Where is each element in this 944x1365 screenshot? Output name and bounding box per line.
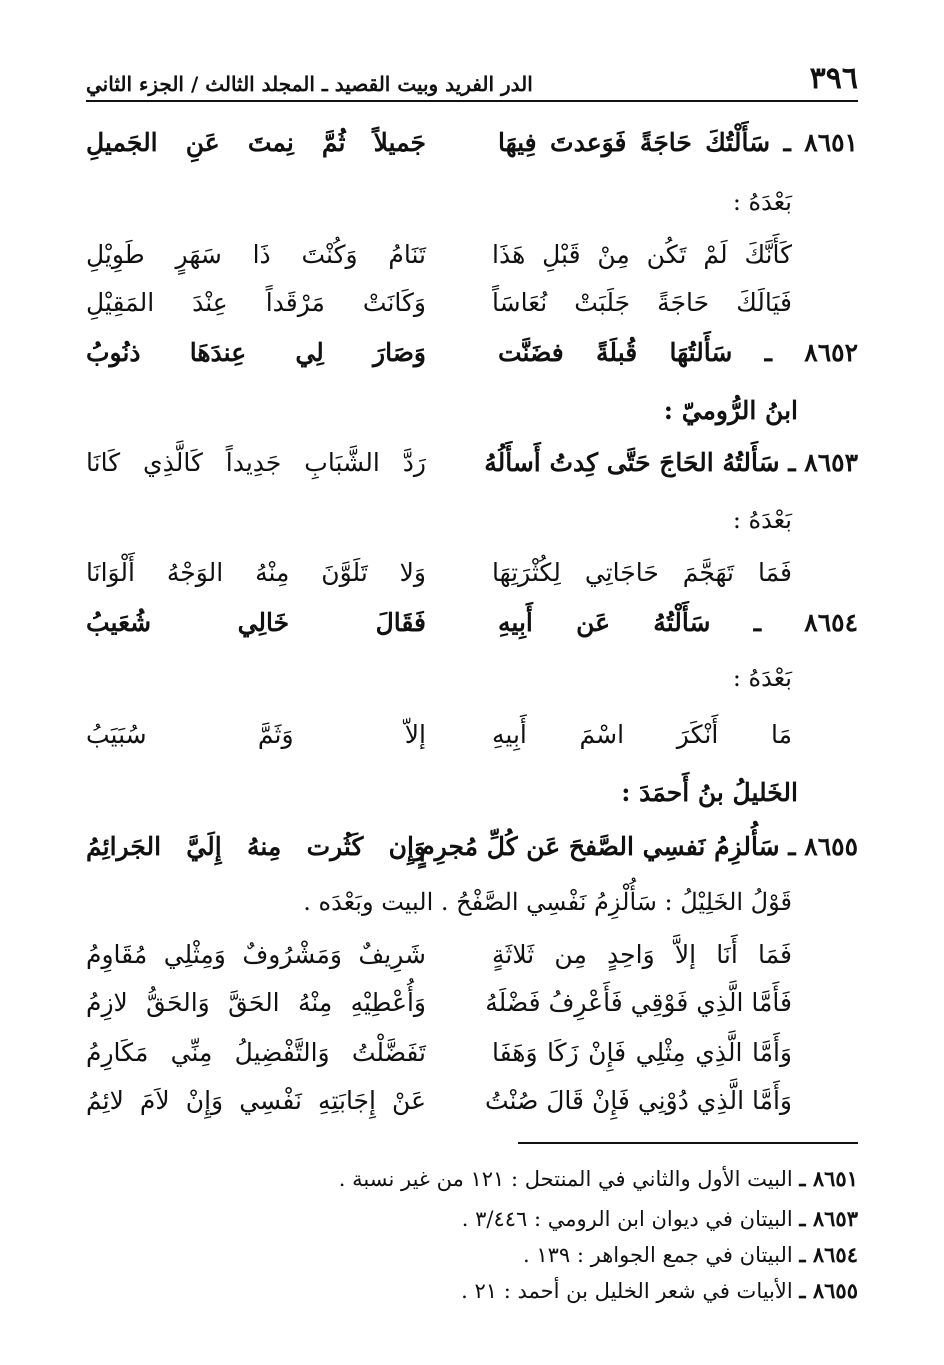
verse-ajuz: وَأُعْطِيْهِ مِنْهُ الحَقَّ وَالحَقُّ لازِمُ	[86, 988, 426, 1017]
verse-ajuz: رَدَّ الشَّبَابِ جَدِيداً كَالَّذِي كَانَا	[86, 448, 426, 477]
page-header	[86, 56, 858, 96]
footnote	[86, 1166, 858, 1191]
verse-sadr	[498, 608, 858, 637]
footnote-text: الأبيات في شعر الخليل بن أحمد : ٢١ .	[461, 1279, 793, 1303]
sadr-text: سَأَلتُهَا قُبلَةً فضَنَّت	[498, 338, 733, 367]
footnote-text: البيتان في جمع الجواهر : ١٣٩ .	[523, 1243, 793, 1267]
footnote-text: البيتان في ديوان ابن الرومي : ٣/٤٤٦ .	[461, 1207, 793, 1231]
after-label: بَعْدَهُ :	[732, 188, 792, 216]
footnote-text: البيت الأول والثاني في المنتحل : ١٢١ من غير نسبة .	[338, 1167, 793, 1191]
footnote-number: ٨٦٥٤ ـ	[799, 1242, 858, 1267]
after-label: بَعْدَهُ :	[732, 506, 792, 534]
footnote-number: ٨٦٥١ ـ	[799, 1166, 858, 1191]
sadr-text: سَأَلتُهُ الحَاجَ حَتَّى كِدتُ أَسأَلُهُ	[484, 448, 780, 477]
commentary-line: قَوْلُ الخَلِيْلُ : سَأُلْزِمُ نَفْسِي الصَّفْحُ . البيت وبَعْدَه .	[303, 888, 792, 916]
verse-ajuz: وَلا تَلَوَّنَ مِنْهُ الوَجْهُ أَلْوَانَا	[86, 558, 426, 587]
verse-number: ٨٦٥٢ ـ	[764, 338, 858, 367]
verse-sadr: كَأَنَّكَ لَمْ تَكُن مِنْ قَبْلِ هَذَا	[492, 240, 792, 269]
footnote-rule	[518, 1142, 858, 1144]
verse-number: ٨٦٥٣ ـ	[788, 448, 858, 477]
verse-ajuz: وَكَانَتْ مَرْقَداً عِنْدَ المَقِيْلِ	[86, 288, 426, 317]
verse-sadr: وَأَمَّا الَّذِي دُوْنِي فَإِنْ قَالَ صُنْتُ	[485, 1086, 792, 1115]
sadr-text: سَأَلْتُكَ حَاجَةً فَوَعدتَ فِيهَا	[498, 128, 771, 157]
verse-number: ٨٦٥٥ ـ	[788, 832, 858, 861]
verse-8653	[86, 448, 858, 477]
page-number: ٣٩٦	[809, 61, 858, 96]
verse-sadr: فَمَا تَهَجَّمَ حَاجَاتِي لِكُثْرَتِهَا	[492, 558, 792, 587]
verse-sadr	[419, 832, 858, 861]
verse-8654	[86, 608, 858, 637]
verse-ajuz: شَرِيفٌ وَمَشْرُوفٌ وَمِثْلِي مُقَاوِمُ	[86, 940, 426, 969]
verse-line	[86, 1086, 858, 1115]
verse-8652	[86, 338, 858, 367]
verse-sadr	[498, 128, 858, 157]
poet-name: ابنُ الرُّوميّ :	[663, 396, 798, 425]
running-title: الدر الفريد وبيت القصيد ـ المجلد الثالث / الجزء الثاني	[86, 72, 533, 96]
verse-line	[86, 988, 858, 1017]
verse-number: ٨٦٥١ ـ	[783, 128, 858, 157]
verse-8655	[86, 832, 858, 861]
verse-8651	[86, 128, 858, 157]
verse-line	[86, 288, 858, 317]
verse-sadr: فَيَالَكَ حَاجَةً جَلَبَتْ نُعَاسَاً	[492, 288, 792, 317]
verse-line	[86, 558, 858, 587]
footnote-number: ٨٦٥٣ ـ	[799, 1206, 858, 1231]
verse-sadr: مَا أَنْكَرَ اسْمَ أَبِيهِ	[492, 720, 792, 749]
header-rule	[86, 100, 858, 102]
verse-number: ٨٦٥٤ ـ	[753, 608, 858, 637]
verse-line	[86, 940, 858, 969]
verse-ajuz: إلاّ وَثَمَّ سُبَيَبُ	[86, 720, 426, 749]
verse-line	[86, 1038, 858, 1067]
footnote	[86, 1278, 858, 1303]
verse-ajuz: وَإِن كَثُرت مِنهُ إِلَيَّ الجَرائِمُ	[86, 832, 426, 861]
footnote	[86, 1206, 858, 1231]
verse-sadr: وَأَمَّا الَّذِي مِثْلِي فَإِنْ زَكَا وَهَفَا	[492, 1038, 792, 1067]
verse-ajuz: تَنَامُ وَكُنْتَ ذَا سَهَرٍ طَوِيْلِ	[86, 240, 426, 269]
verse-sadr: فَمَا أَنَا إلاَّ وَاحِدٍ مِن ثَلاثَةٍ	[492, 940, 792, 969]
verse-sadr: فَأَمَّا الَّذِي فَوْقِي فَأَعْرِفُ فَضْلَهُ	[485, 988, 792, 1017]
footnote	[86, 1242, 858, 1267]
poet-name: الخَليلُ بنُ أَحمَدَ :	[621, 778, 798, 807]
verse-sadr	[484, 448, 858, 477]
verse-line	[86, 240, 858, 269]
after-label: بَعْدَهُ :	[732, 664, 792, 692]
sadr-text: سَأُلزِمُ نَفسِي الصَّفحَ عَن كُلِّ مُجرِمٍ	[419, 832, 780, 861]
sadr-text: سَأَلْتُهُ عَن أَبِيهِ	[498, 608, 711, 637]
verse-line	[86, 720, 858, 749]
footnote-number: ٨٦٥٥ ـ	[799, 1278, 858, 1303]
verse-ajuz: تَفَضَّلْتُ وَالتَّفْضِيلُ مِنِّي مَكَارِمُ	[86, 1038, 426, 1067]
verse-ajuz: فَقَالَ خَالِي شُعَيبُ	[86, 608, 426, 637]
verse-ajuz: جَميلاً ثُمَّ نِمتَ عَنِ الجَميلِ	[86, 128, 426, 157]
verse-ajuz: وَصَارَ لِي عِندَهَا ذنُوبُ	[86, 338, 426, 367]
verse-ajuz: عَنْ إِجَابَتِهِ نَفْسِي وَإِنْ لاَمَ لائِمُ	[86, 1086, 426, 1115]
verse-sadr	[498, 338, 858, 367]
